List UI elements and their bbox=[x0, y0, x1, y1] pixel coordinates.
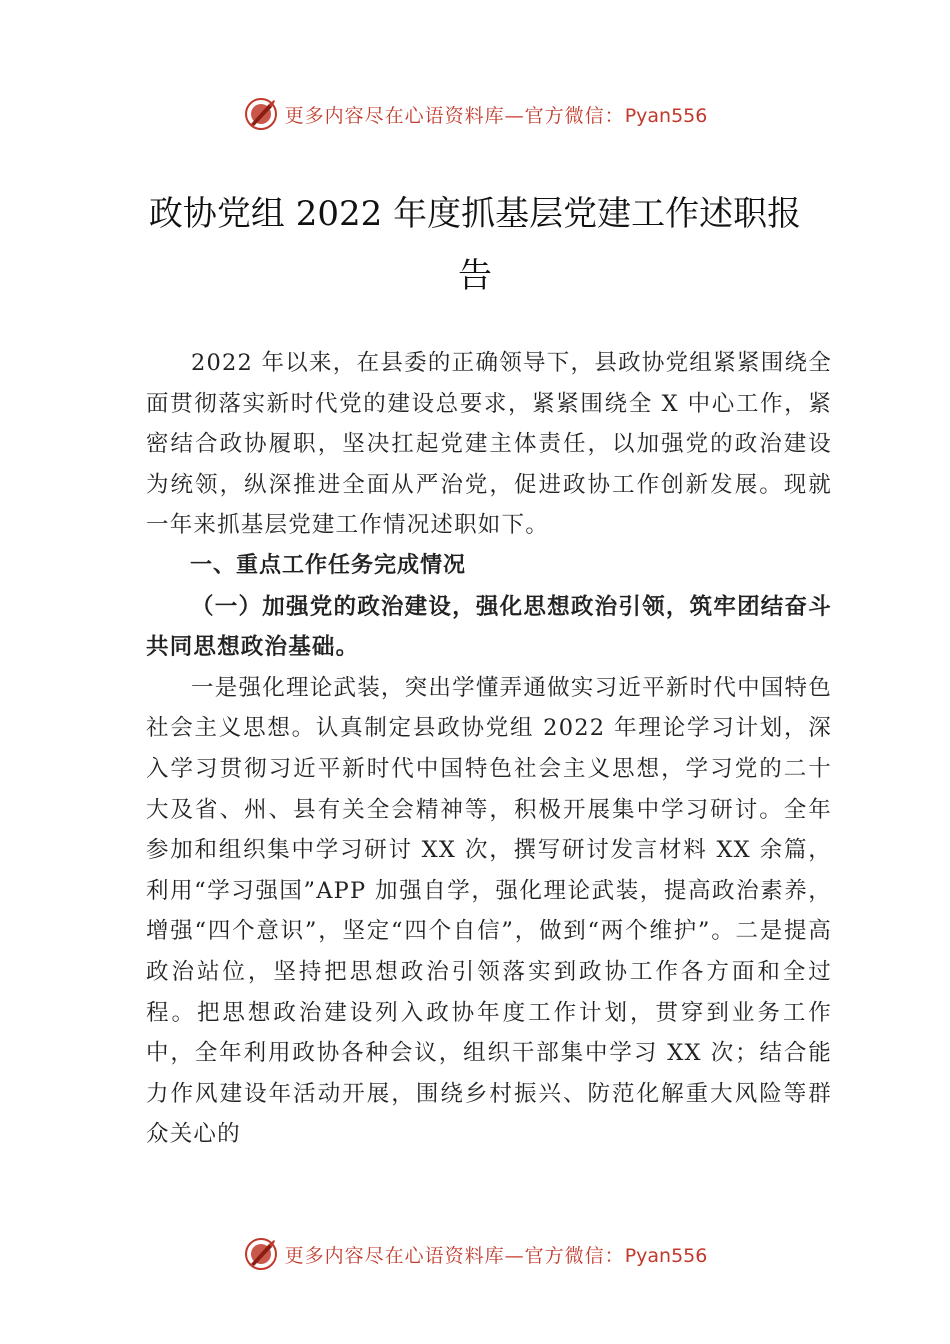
body-paragraph: 一是强化理论武装，突出学懂弄通做实习近平新时代中国特色社会主义思想。认真制定县政协党组 2022 年理论学习计划，深入学习贯彻习近平新时代中国特色社会主义思想，学习党的二十大及省、州、县有关全会精神等，积极开展集中学习研讨。全年参加和组织集中学习研讨 XX 次，撰写研讨发言材料 XX 余篇，利用“学习强国”APP 加强自学，强化理论武装，提高政治素养，增强“四个意识”，坚定“四个自信”，做到“两个维护”。二是提高政治站位，坚持把思想政治引领落实到政协工作各方面和全过程。把思想政治建设列入政协年度工作计划，贯穿到业务工作中，全年利用政协各种会议，组织干部集中学习 XX 次；结合能力作风建设年活动开展，围绕乡村振兴、防范化解重大风险等群众关心的 bbox=[146, 674, 832, 1148]
subsection-heading: （一）加强党的政治建设，强化思想政治引领，筑牢团结奋斗共同思想政治基础。 bbox=[146, 593, 832, 661]
watermark-text: 更多内容尽在心语资料库—官方微信：Pyan556 bbox=[284, 104, 708, 127]
intro-paragraph: 2022 年以来，在县委的正确领导下，县政协党组紧紧围绕全面贯彻落实新时代党的建设总要求，紧紧围绕全 X 中心工作，紧密结合政协履职，坚决扛起党建主体责任，以加强党的政治建设为统领，纵深推进全面从严治党，促进政协工作创新发展。现就一年来抓基层党建工作情况述职如下。 bbox=[146, 350, 832, 539]
quill-pen-logo-icon bbox=[243, 1236, 279, 1272]
watermark-banner-top bbox=[0, 94, 950, 134]
watermark-text: 更多内容尽在心语资料库—官方微信：Pyan556 bbox=[284, 1244, 708, 1267]
quill-pen-logo-icon bbox=[243, 96, 279, 132]
document-title: 政协党组 2022 年度抓基层党建工作述职报告 bbox=[148, 194, 802, 296]
document-body bbox=[146, 343, 832, 1155]
watermark-banner-bottom bbox=[0, 1234, 950, 1274]
section-heading: 一、重点工作任务完成情况 bbox=[190, 552, 467, 578]
